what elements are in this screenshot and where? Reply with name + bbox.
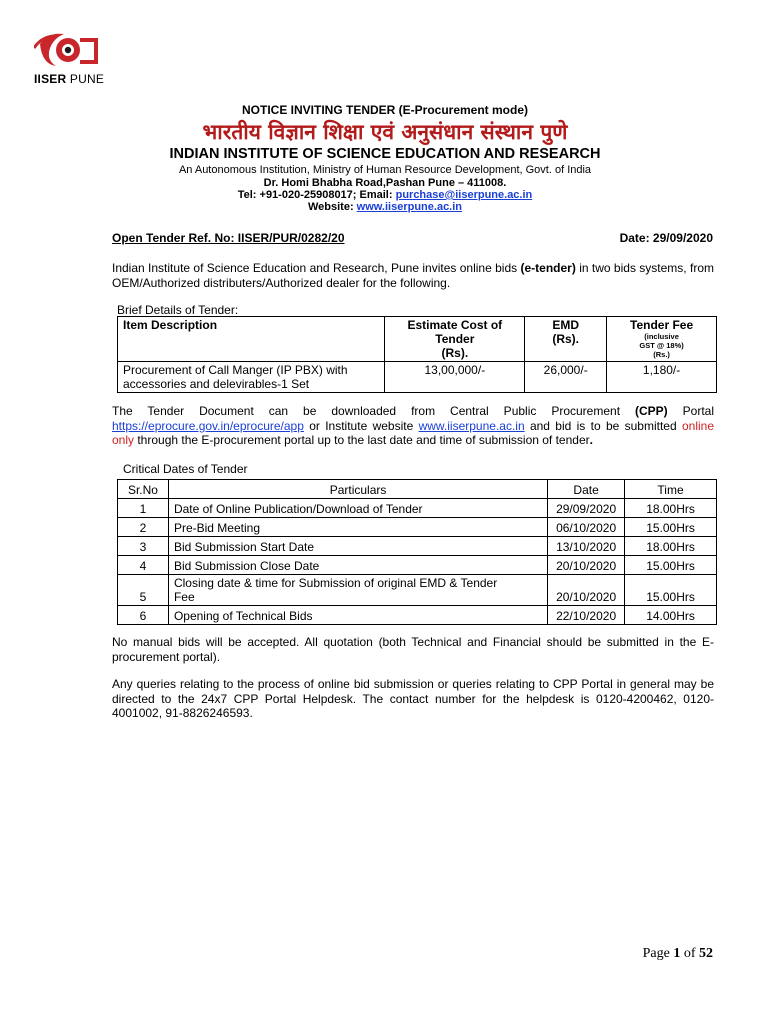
date: 29/09/2020 bbox=[548, 499, 625, 518]
iiser-logo bbox=[30, 30, 120, 88]
table-row bbox=[118, 606, 717, 625]
table-row bbox=[118, 362, 717, 393]
table-header-row bbox=[118, 480, 717, 499]
particulars: Pre-Bid Meeting bbox=[168, 518, 547, 537]
intro-b: (e-tender) bbox=[520, 261, 576, 275]
table-row bbox=[118, 518, 717, 537]
particulars: Opening of Technical Bids bbox=[168, 606, 547, 625]
item-description: Procurement of Call Manger (IP PBX) with accessories and delevirables-1 Set bbox=[118, 362, 385, 393]
notice-title: NOTICE INVITING TENDER (E-Procurement mode) bbox=[241, 103, 529, 117]
cpp-portal-link[interactable]: https://eprocure.gov.in/eprocure/app bbox=[112, 418, 304, 433]
particulars-line-2: Fee bbox=[173, 590, 195, 604]
header-tender-fee bbox=[607, 317, 717, 362]
download-c: Portal bbox=[667, 404, 714, 418]
institute-subtitle: An Autonomous Institution, Ministry of Human Resource Development, Govt. of India bbox=[178, 164, 592, 176]
srno: 2 bbox=[118, 518, 169, 537]
page-current: 1 bbox=[673, 946, 681, 961]
logo-text-bold: IISER bbox=[34, 72, 67, 86]
header-time: Time bbox=[625, 480, 717, 499]
date: 13/10/2020 bbox=[548, 537, 625, 556]
website-line bbox=[0, 201, 770, 213]
header-particulars: Particulars bbox=[168, 480, 547, 499]
website-prefix: Website: bbox=[307, 201, 357, 213]
manual-bids-note: No manual bids will be accepted. All quotation (both Technical and Financial should be submitted in the E-procurement portal). bbox=[112, 635, 714, 664]
header-item-description: Item Description bbox=[118, 317, 385, 362]
institute-address: Dr. Homi Bhabha Road,Pashan Pune – 411008. bbox=[263, 177, 507, 189]
srno: 1 bbox=[118, 499, 169, 518]
brief-details-table bbox=[117, 316, 717, 393]
particulars: Bid Submission Start Date bbox=[168, 537, 547, 556]
date: 20/10/2020 bbox=[548, 575, 625, 606]
logo-text-light: PUNE bbox=[66, 72, 105, 86]
time: 15.00Hrs bbox=[625, 518, 717, 537]
online-only-text: online only bbox=[112, 418, 715, 447]
email-link[interactable]: purchase@iiserpune.ac.in bbox=[395, 189, 533, 201]
fee-note-1: (inclusive bbox=[644, 332, 679, 341]
page-number bbox=[643, 946, 713, 962]
table-header-row bbox=[118, 317, 717, 362]
tender-ref: Open Tender Ref. No: IISER/PUR/0282/20 bbox=[112, 231, 345, 245]
header-srno: Sr.No bbox=[118, 480, 169, 499]
time: 18.00Hrs bbox=[625, 537, 717, 556]
hindi-title: भारतीय विज्ञान शिक्षा एवं अनुसंधान संस्थान पुणे bbox=[202, 120, 568, 144]
particulars: Bid Submission Close Date bbox=[168, 556, 547, 575]
table-row bbox=[118, 556, 717, 575]
date: 06/10/2020 bbox=[548, 518, 625, 537]
fee-note-2: GST @ 18%) bbox=[639, 341, 684, 350]
cost-line-2: Tender bbox=[435, 332, 475, 346]
logo-text bbox=[34, 72, 104, 86]
download-f: through the E-procurement portal up to the last date and time of submission of tender bbox=[134, 433, 590, 447]
srno: 6 bbox=[118, 606, 169, 625]
srno: 3 bbox=[118, 537, 169, 556]
srno: 4 bbox=[118, 556, 169, 575]
emd-value: 26,000/- bbox=[525, 362, 607, 393]
page-of: of bbox=[680, 946, 699, 961]
fee-note-3: (Rs.) bbox=[653, 350, 670, 359]
header-date: Date bbox=[548, 480, 625, 499]
intro-paragraph bbox=[112, 261, 714, 290]
header-estimate-cost bbox=[385, 317, 525, 362]
cost-line-3: (Rs). bbox=[441, 346, 469, 360]
download-g: . bbox=[589, 433, 593, 447]
particulars: Date of Online Publication/Download of Tender bbox=[168, 499, 547, 518]
logo-emblem-icon bbox=[34, 30, 104, 70]
critical-dates-table bbox=[117, 479, 717, 625]
table-row bbox=[118, 499, 717, 518]
emd-line-1: EMD bbox=[552, 318, 580, 332]
fee-line: Tender Fee bbox=[630, 318, 694, 332]
download-d: or Institute website bbox=[303, 418, 419, 433]
tender-date: Date: 29/09/2020 bbox=[619, 231, 713, 245]
header-emd bbox=[525, 317, 607, 362]
institute-name: INDIAN INSTITUTE OF SCIENCE EDUCATION AND RESEARCH bbox=[169, 146, 601, 162]
date: 20/10/2020 bbox=[548, 556, 625, 575]
download-a: The Tender Document can be downloaded from Central Public Procurement bbox=[112, 404, 635, 418]
institute-website-link[interactable]: www.iiserpune.ac.in bbox=[418, 418, 525, 433]
srno: 5 bbox=[118, 575, 169, 606]
tender-fee-value: 1,180/- bbox=[607, 362, 717, 393]
page-total: 52 bbox=[699, 946, 713, 961]
helpdesk-note: Any queries relating to the process of online bid submission or queries relating to CPP Portal in general may be directed to the 24x7 CPP Portal Helpdesk. The contact number for the helpdesk is 0120-4200462, 0120-4001002, 91-8826246593. bbox=[112, 677, 714, 720]
download-paragraph bbox=[112, 404, 714, 448]
emd-line-2: (Rs). bbox=[552, 332, 580, 346]
table-row bbox=[118, 537, 717, 556]
contact-line bbox=[0, 189, 770, 201]
time: 18.00Hrs bbox=[625, 499, 717, 518]
table-row bbox=[118, 575, 717, 606]
intro-a: Indian Institute of Science Education and Research, Pune invites online bids bbox=[112, 261, 521, 275]
time: 15.00Hrs bbox=[625, 575, 717, 606]
cost-line-1: Estimate Cost of bbox=[407, 318, 503, 332]
brief-details-label: Brief Details of Tender: bbox=[117, 303, 239, 317]
tel-email-prefix: Tel: +91-020-25908017; Email: bbox=[237, 189, 396, 201]
download-b: (CPP) bbox=[635, 404, 668, 418]
particulars bbox=[168, 575, 547, 606]
website-link[interactable]: www.iiserpune.ac.in bbox=[356, 201, 463, 213]
download-e: and bid is to be submitted bbox=[524, 418, 682, 433]
estimate-cost-value: 13,00,000/- bbox=[385, 362, 525, 393]
date: 22/10/2020 bbox=[548, 606, 625, 625]
particulars-line-1: Closing date & time for Submission of original EMD & Tender bbox=[173, 576, 498, 590]
time: 15.00Hrs bbox=[625, 556, 717, 575]
critical-dates-label: Critical Dates of Tender bbox=[123, 462, 248, 476]
time: 14.00Hrs bbox=[625, 606, 717, 625]
page-label: Page bbox=[642, 946, 674, 961]
intro-c: in two bids systems, from OEM/Authorized distributers/Authorized dealer for the following. bbox=[112, 261, 714, 290]
